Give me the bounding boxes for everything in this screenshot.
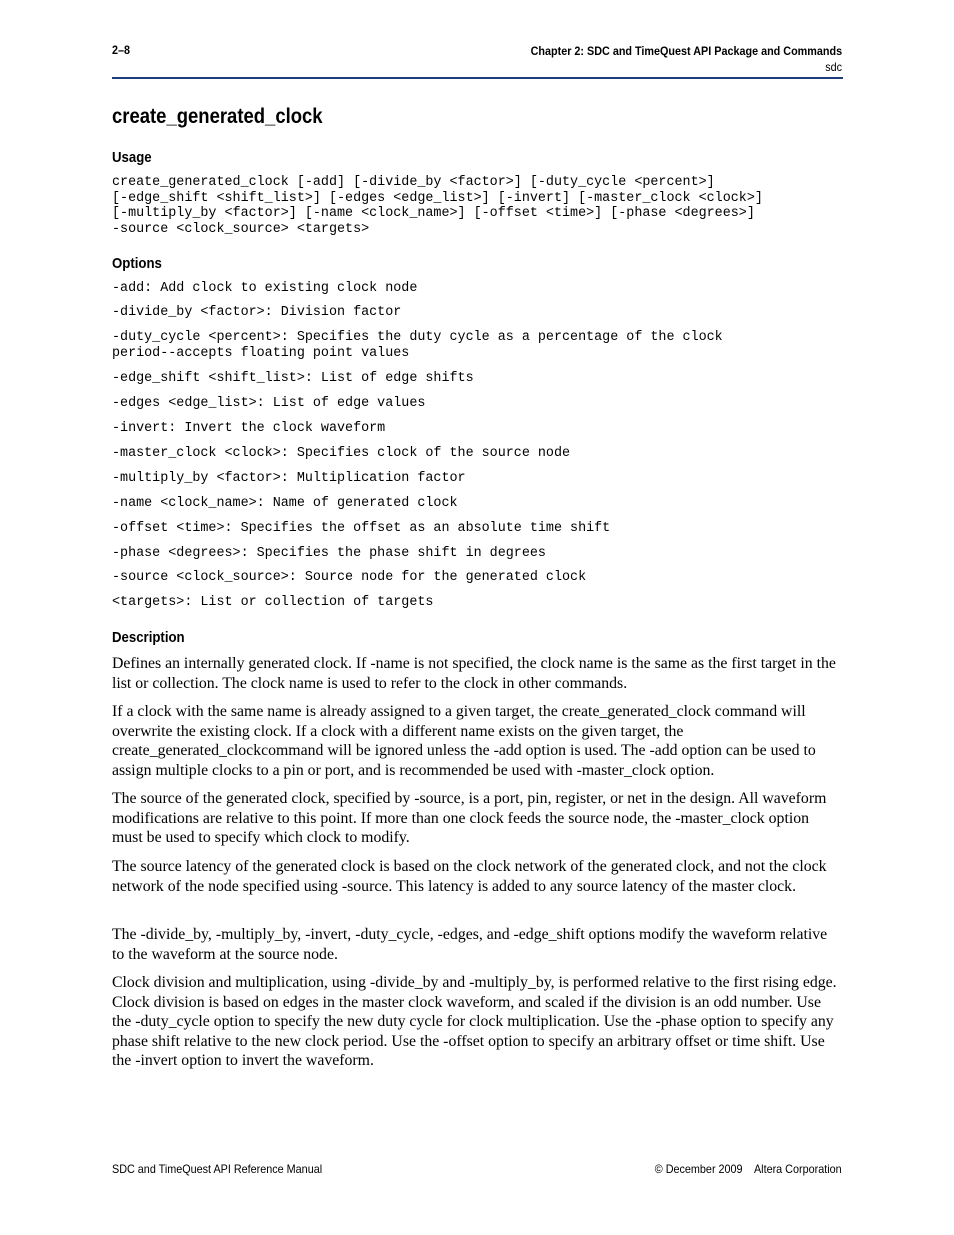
options-heading: Options bbox=[112, 255, 162, 272]
description-paragraph: The source latency of the generated clock is based on the clock network of the generated clock, and not the clock network of the node specified using -source. This latency is added to any source latency of the master clock. bbox=[112, 858, 827, 895]
option-item: -add: Add clock to existing clock node bbox=[112, 281, 418, 296]
option-item: -multiply_by <factor>: Multiplication factor bbox=[112, 471, 466, 486]
usage-line: create_generated_clock [-add] [-divide_by <factor>] [-duty_cycle <percent>] bbox=[112, 175, 715, 190]
option-item: -duty_cycle <percent>: Specifies the duty cycle as a percentage of the clock period--accepts floating point values bbox=[112, 330, 723, 361]
running-header bbox=[531, 43, 842, 75]
description-paragraph: Clock division and multiplication, using -divide_by and -multiply_by, is performed relative to the first rising edge. Clock division is based on edges in the master clock waveform, and scaled if the division is an odd number. Use the -duty_cycle option to specify the new duty cycle for clock multiplication. Use the -phase option to specify any phase shift relative to the new clock period. Use the -offset option to specify an arbitrary offset or time shift. Use the -invert option to invert the waveform. bbox=[112, 974, 837, 1069]
option-item: -edge_shift <shift_list>: List of edge shifts bbox=[112, 371, 474, 386]
option-item: <targets>: List or collection of targets bbox=[112, 595, 434, 610]
usage-heading: Usage bbox=[112, 149, 152, 166]
option-item: -divide_by <factor>: Division factor bbox=[112, 305, 402, 320]
usage-line: [-multiply_by <factor>] [-name <clock_name>] [-offset <time>] [-phase <degrees>] bbox=[112, 206, 755, 221]
option-item: -phase <degrees>: Specifies the phase shift in degrees bbox=[112, 546, 546, 561]
description-paragraph: The source of the generated clock, specified by -source, is a port, pin, register, or net in the design. All waveform modifications are relative to this point. If more than one clock feeds the source node, the -master_clock option must be used to specify which clock to modify. bbox=[112, 790, 827, 846]
description-paragraph: The -divide_by, -multiply_by, -invert, -duty_cycle, -edges, and -edge_shift options modify the waveform relative to the waveform at the source node. bbox=[112, 926, 828, 963]
description-paragraph: Defines an internally generated clock. If -name is not specified, the clock name is the same as the first target in the list or collection. The clock name is used to refer to the clock in other commands. bbox=[112, 655, 836, 692]
option-item: -name <clock_name>: Name of generated clock bbox=[112, 496, 458, 511]
description-paragraph: If a clock with the same name is already assigned to a given target, the create_generated_clock command will overwrite the existing clock. If a clock with a different name exists on the given target, the create_generated_clockcommand will be ignored unless the -add option is used. The -add option can be used to assign multiple clocks to a pin or port, and is recommended be used with -master_clock option. bbox=[112, 703, 816, 779]
usage-line: [-edge_shift <shift_list>] [-edges <edge_list>] [-invert] [-master_clock <clock>] bbox=[112, 190, 763, 206]
footer-manual-title: SDC and TimeQuest API Reference Manual bbox=[112, 1162, 323, 1176]
footer-copyright: © December 2009 Altera Corporation bbox=[655, 1162, 842, 1176]
usage-line: -source <clock_source> <targets> bbox=[112, 221, 370, 237]
option-item: -source <clock_source>: Source node for the generated clock bbox=[112, 570, 587, 585]
option-item: -invert: Invert the clock waveform bbox=[112, 421, 386, 436]
chapter-title: Chapter 2: SDC and TimeQuest API Package and Commands bbox=[530, 44, 842, 58]
page-number: 2–8 bbox=[112, 43, 131, 57]
usage-block bbox=[112, 175, 763, 237]
header-rule bbox=[112, 77, 843, 79]
command-title: create_generated_clock bbox=[112, 105, 323, 128]
description-heading: Description bbox=[112, 629, 185, 646]
option-item: -edges <edge_list>: List of edge values bbox=[112, 396, 426, 411]
option-item: -master_clock <clock>: Specifies clock of the source node bbox=[112, 446, 571, 461]
option-item: -offset <time>: Specifies the offset as an absolute time shift bbox=[112, 521, 611, 536]
section-name: sdc bbox=[825, 60, 842, 74]
